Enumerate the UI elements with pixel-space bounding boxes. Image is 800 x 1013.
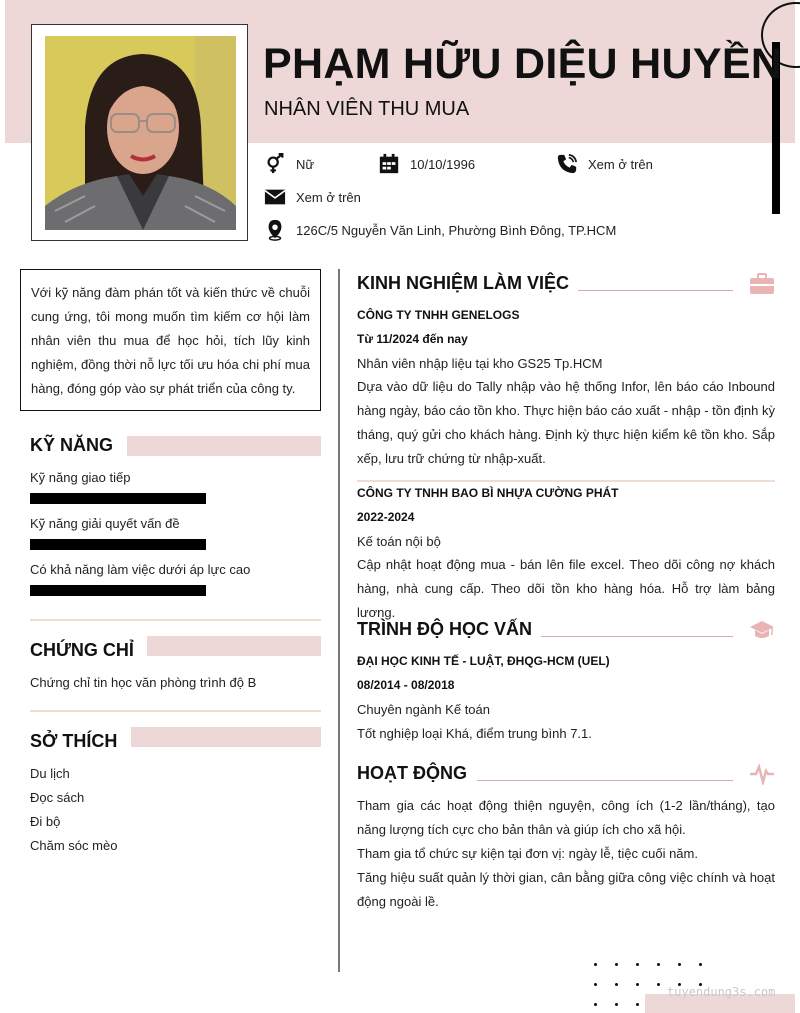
location-icon: [264, 219, 286, 241]
section-divider: [30, 619, 321, 621]
gender-value: Nữ: [296, 156, 315, 172]
skill-level-fill: [30, 539, 206, 550]
decorative-dot: [615, 1003, 618, 1006]
email-info: [264, 186, 361, 208]
decorative-dot: [657, 963, 660, 966]
briefcase-icon: [749, 273, 775, 295]
hobby-item: Đi bộ: [30, 814, 61, 829]
certificates-heading-bar: [147, 636, 321, 656]
skill-level-bar: [30, 539, 206, 550]
skills-heading: KỸ NĂNG: [30, 435, 114, 455]
job-period: 2022-2024: [357, 510, 415, 524]
school-name: ĐẠI HỌC KINH TẾ - LUẬT, ĐHQG-HCM (UEL): [357, 654, 610, 668]
hobbies-heading: SỞ THÍCH: [30, 731, 118, 751]
activity-item: Tham gia tổ chức sự kiện tại đơn vị: ngày lễ, tiệc cuối năm.: [357, 846, 698, 861]
phone-icon: [556, 153, 578, 175]
email-value: Xem ở trên: [296, 189, 361, 205]
heading-rule: [477, 780, 733, 781]
company-name: CÔNG TY TNHH BAO BÌ NHỰA CƯỜNG PHÁT: [357, 486, 619, 500]
calendar-icon: [378, 153, 400, 175]
birthday-info: [378, 153, 475, 175]
education-period: 08/2014 - 08/2018: [357, 678, 455, 692]
job-period: Từ 11/2024 đến nay: [357, 332, 468, 346]
job-title: NHÂN VIÊN THU MUA: [264, 98, 470, 120]
certificates-heading: CHỨNG CHỈ: [30, 640, 134, 660]
heading-rule: [578, 290, 733, 291]
education-heading: TRÌNH ĐỘ HỌC VẤN: [357, 619, 532, 639]
address-info: [264, 219, 616, 241]
skill-level-fill: [30, 493, 206, 504]
decorative-dot: [594, 983, 597, 986]
graduation-cap-icon: [749, 619, 775, 641]
profile-photo: [45, 36, 236, 230]
decorative-dot: [678, 963, 681, 966]
decorative-dot: [594, 963, 597, 966]
education-result: Tốt nghiệp loại Khá, điểm trung bình 7.1.: [357, 726, 592, 741]
company-name: CÔNG TY TNHH GENELOGS: [357, 308, 520, 322]
job-divider: [357, 480, 775, 482]
phone-value: Xem ở trên: [588, 156, 653, 172]
skill-level-fill: [30, 585, 206, 596]
decorative-dot: [615, 963, 618, 966]
profile-photo-frame: [31, 24, 248, 241]
gender-icon: [264, 153, 286, 175]
hobby-item: Du lịch: [30, 766, 70, 781]
certificate-item: Chứng chỉ tin học văn phòng trình độ B: [30, 675, 257, 690]
job-description: Cập nhật hoạt động mua - bán lên file excel. Theo dõi công nợ khách hàng, nhà cung cấp. Theo dõi tồn kho hàng hóa. Hỗ trợ làm bảng lương.: [357, 557, 775, 620]
hobby-item: Chăm sóc mèo: [30, 838, 118, 853]
pulse-icon: [749, 763, 775, 785]
address-value: 126C/5 Nguyễn Văn Linh, Phường Bình Đông, TP.HCM: [296, 222, 617, 238]
decorative-dot: [636, 983, 639, 986]
experience-heading: KINH NGHIỆM LÀM VIỆC: [357, 273, 570, 293]
job-role: Nhân viên nhập liệu tại kho GS25 Tp.HCM: [357, 356, 603, 371]
activities-heading: HOẠT ĐỘNG: [357, 763, 467, 783]
skill-level-bar: [30, 493, 206, 504]
job-role: Kế toán nội bộ: [357, 534, 441, 549]
decorative-dot: [657, 983, 660, 986]
activity-item: Tham gia các hoạt động thiện nguyện, công ích (1-2 lần/tháng), tạo năng lượng tích cực cho bản thân và giúp ích cho xã hội.: [357, 798, 775, 837]
skill-label: Kỹ năng giao tiếp: [30, 470, 131, 485]
hobby-item: Đọc sách: [30, 790, 85, 805]
decorative-dot: [636, 963, 639, 966]
skills-heading-bar: [127, 436, 321, 456]
heading-rule: [541, 636, 733, 637]
candidate-name: PHẠM HỮU DIỆU HUYỀN: [263, 40, 783, 88]
decorative-dot: [699, 963, 702, 966]
activity-item: Tăng hiệu suất quản lý thời gian, cân bằng giữa công việc chính và hoạt động ngoài lề.: [357, 870, 775, 909]
decorative-dot: [615, 983, 618, 986]
career-objective: Với kỹ năng đàm phán tốt và kiến thức về chuỗi cung ứng, tôi mong muốn tìm kiếm cơ hội làm nhân viên thu mua để học hỏi, tích lũy kinh nghiệm, đồng thời nỗ lực tối ưu hóa chi phí mua hàng, đóng góp vào sự phát triển của công ty.: [20, 269, 321, 411]
decorative-dot: [594, 1003, 597, 1006]
column-divider: [338, 269, 340, 972]
email-icon: [264, 186, 286, 208]
job-description: Dựa vào dữ liệu do Tally nhập vào hệ thống Infor, lên báo cáo Inbound hàng ngày, báo cáo tồn kho. Thực hiện báo cáo xuất - nhập - tồn định kỳ tháng, quý gửi cho khách hàng. Định kỳ thực hiện kiểm kê tồn kho. Sắp xếp, lưu trữ chứng từ nhập-xuất.: [357, 379, 776, 466]
birthday-value: 10/10/1996: [410, 156, 476, 172]
skill-label: Kỹ năng giải quyết vấn đề: [30, 516, 180, 531]
gender-info: [264, 153, 314, 175]
skill-level-bar: [30, 585, 206, 596]
skill-label: Có khả năng làm việc dưới áp lực cao: [30, 562, 251, 577]
decorative-dot: [636, 1003, 639, 1006]
hobbies-heading-bar: [131, 727, 321, 747]
phone-info: [556, 153, 653, 175]
section-divider: [30, 710, 321, 712]
watermark: tuyendung3s.com: [667, 985, 776, 999]
education-major: Chuyên ngành Kế toán: [357, 702, 490, 717]
